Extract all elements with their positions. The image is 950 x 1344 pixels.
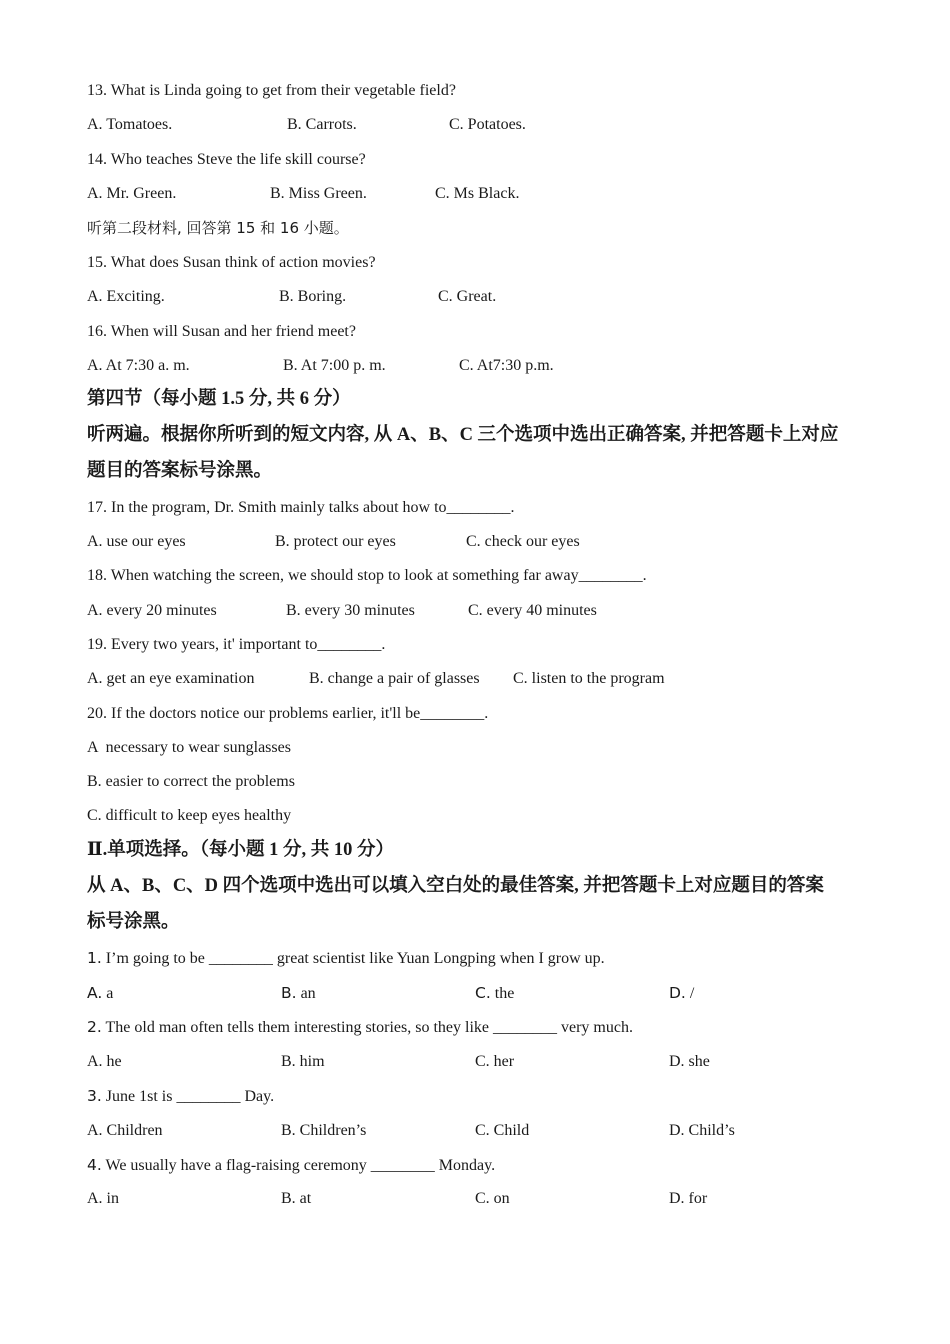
- mc1-option-d-text: /: [685, 985, 695, 1002]
- mc-question-4-number: 4.: [87, 1156, 102, 1174]
- question-20: 20. If the doctors notice our problems earlier, it'll be________.: [87, 705, 489, 722]
- q13-option-a: A. Tomatoes.: [87, 116, 173, 133]
- mc1-option-d: [669, 983, 694, 1004]
- listening-part2-instruction: 听第二段材料, 回答第 15 和 16 小题。: [87, 219, 349, 237]
- mc-question-2-number: 2.: [87, 1018, 102, 1036]
- q14-option-a: A. Mr. Green.: [87, 185, 177, 202]
- q18-option-c: C. every 40 minutes: [468, 602, 597, 619]
- mc-question-4-text: We usually have a flag-raising ceremony ________ Monday.: [101, 1157, 496, 1174]
- part2-instruction: 从 A、B、C、D 四个选项中选出可以填入空白处的最佳答案, 并把答题卡上对应题目的答案: [87, 876, 824, 896]
- q16-option-b: B. At 7:00 p. m.: [283, 357, 386, 374]
- mc1-option-b-text: an: [296, 985, 316, 1002]
- q14-option-c: C. Ms Black.: [435, 185, 520, 202]
- mc2-option-d: D. she: [669, 1053, 710, 1070]
- mc-question-3-text: June 1st is ________ Day.: [101, 1088, 275, 1105]
- question-13: 13. What is Linda going to get from their vegetable field?: [87, 82, 456, 99]
- mc3-option-a: A. Children: [87, 1122, 163, 1139]
- q18-option-a: A. every 20 minutes: [87, 602, 217, 619]
- mc1-option-d-letter: D.: [669, 984, 686, 1002]
- mc4-option-b: B. at: [281, 1190, 312, 1207]
- mc1-option-c-text: the: [490, 985, 515, 1002]
- section4-instruction-cont: 题目的答案标号涂黑。: [87, 461, 273, 481]
- question-18: 18. When watching the screen, we should stop to look at something far away________.: [87, 567, 647, 584]
- section4-instruction: 听两遍。根据你所听到的短文内容, 从 A、B、C 三个选项中选出正确答案, 并把答题卡上对应: [87, 425, 839, 445]
- mc1-option-b: [281, 983, 316, 1004]
- q16-option-c: C. At7:30 p.m.: [459, 357, 554, 374]
- mc4-option-a: A. in: [87, 1190, 119, 1207]
- section4-heading: 第四节（每小题 1.5 分, 共 6 分）: [87, 389, 351, 409]
- question-17: 17. In the program, Dr. Smith mainly talks about how to________.: [87, 499, 515, 516]
- q16-option-a: A. At 7:30 a. m.: [87, 357, 190, 374]
- mc3-option-b: B. Children’s: [281, 1122, 367, 1139]
- mc-question-4: [87, 1155, 495, 1176]
- mc1-option-c-letter: C.: [475, 984, 491, 1002]
- q20-option-b: B. easier to correct the problems: [87, 773, 295, 790]
- mc-question-2: [87, 1017, 633, 1038]
- mc2-option-c: C. her: [475, 1053, 515, 1070]
- mc1-option-b-letter: B.: [281, 984, 297, 1002]
- q17-option-c: C. check our eyes: [466, 533, 580, 550]
- q19-option-c: C. listen to the program: [513, 670, 665, 687]
- question-14: 14. Who teaches Steve the life skill course?: [87, 151, 366, 168]
- q18-option-b: B. every 30 minutes: [286, 602, 415, 619]
- mc4-option-d: D. for: [669, 1190, 708, 1207]
- q14-option-b: B. Miss Green.: [270, 185, 367, 202]
- mc2-option-a: A. he: [87, 1053, 122, 1070]
- mc-question-3-number: 3.: [87, 1087, 102, 1105]
- q17-option-a: A. use our eyes: [87, 533, 186, 550]
- mc-question-1-text: I’m going to be ________ great scientist like Yuan Longping when I grow up.: [101, 950, 605, 967]
- q15-option-c: C. Great.: [438, 288, 497, 305]
- q15-option-a: A. Exciting.: [87, 288, 165, 305]
- mc1-option-c: [475, 983, 514, 1004]
- question-15: 15. What does Susan think of action movies?: [87, 254, 376, 271]
- mc2-option-b: B. him: [281, 1053, 325, 1070]
- q15-option-b: B. Boring.: [279, 288, 347, 305]
- question-19: 19. Every two years, it' important to________.: [87, 636, 386, 653]
- part2-instruction-cont: 标号涂黑。: [87, 912, 180, 932]
- mc4-option-c: C. on: [475, 1190, 510, 1207]
- mc-question-1: [87, 948, 605, 969]
- q17-option-b: B. protect our eyes: [275, 533, 396, 550]
- question-16: 16. When will Susan and her friend meet?: [87, 323, 356, 340]
- q20-option-c: C. difficult to keep eyes healthy: [87, 807, 292, 824]
- q13-option-b: B. Carrots.: [287, 116, 357, 133]
- mc1-option-a: [87, 983, 113, 1004]
- part2-heading: Ⅱ.单项选择。（每小题 1 分, 共 10 分）: [87, 840, 394, 860]
- mc1-option-a-letter: A.: [87, 984, 103, 1002]
- q20-option-a: A necessary to wear sunglasses: [87, 739, 291, 756]
- mc3-option-d: D. Child’s: [669, 1122, 735, 1139]
- mc3-option-c: C. Child: [475, 1122, 530, 1139]
- mc1-option-a-text: a: [102, 985, 114, 1002]
- mc-question-1-number: 1.: [87, 949, 102, 967]
- q13-option-c: C. Potatoes.: [449, 116, 526, 133]
- mc-question-2-text: The old man often tells them interesting stories, so they like ________ very much.: [101, 1019, 633, 1036]
- q19-option-b: B. change a pair of glasses: [309, 670, 480, 687]
- mc-question-3: [87, 1086, 274, 1107]
- q19-option-a: A. get an eye examination: [87, 670, 255, 687]
